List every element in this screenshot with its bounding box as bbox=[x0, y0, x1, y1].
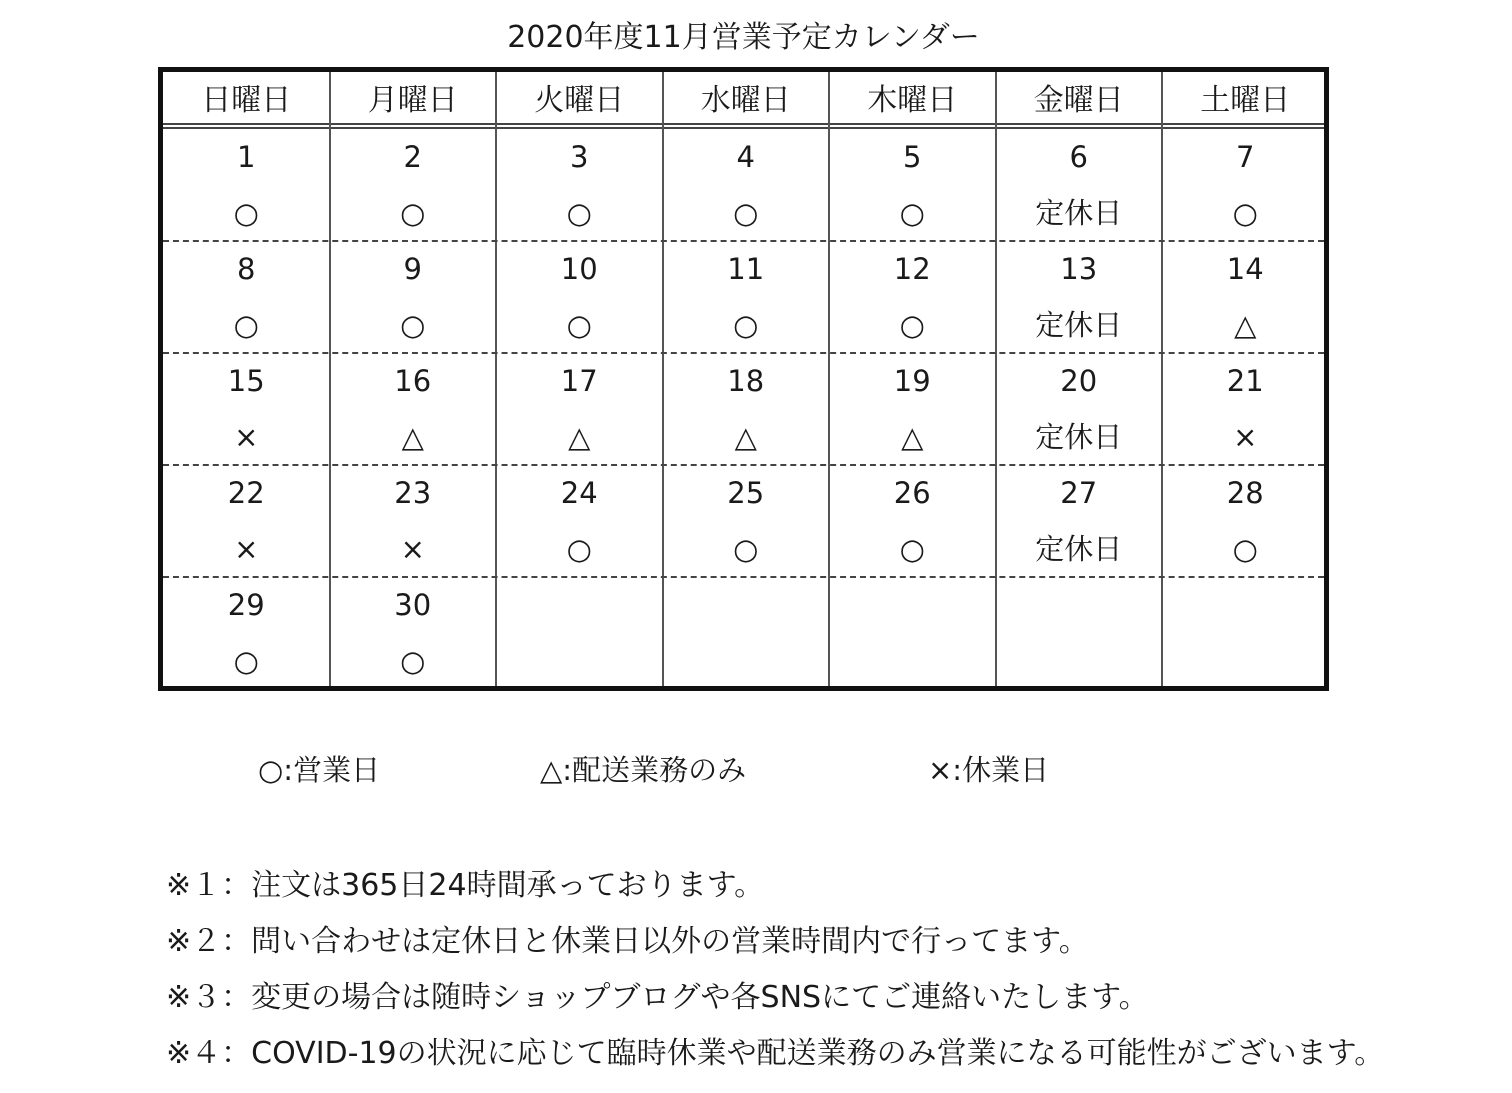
day-status: × bbox=[400, 532, 425, 566]
day-number: 4 bbox=[736, 140, 755, 174]
day-number: 6 bbox=[1069, 140, 1088, 174]
day-status: 定休日 bbox=[1035, 532, 1123, 566]
legend-delivery-only: △:配送業務のみ bbox=[540, 753, 747, 787]
day-status: △ bbox=[734, 420, 757, 454]
day-status: ○ bbox=[899, 532, 925, 566]
calendar-day-cell bbox=[496, 353, 663, 465]
weekday-saturday: 土曜日 bbox=[1200, 83, 1291, 118]
day-number: 22 bbox=[227, 476, 265, 510]
day-status: ○ bbox=[733, 308, 759, 342]
calendar-day-cell bbox=[330, 241, 497, 353]
legend-open: ○:営業日 bbox=[258, 753, 381, 787]
weekday-header-row bbox=[163, 72, 1324, 129]
day-number bbox=[996, 577, 1163, 633]
day-number: 28 bbox=[1226, 476, 1264, 510]
calendar-day-cell bbox=[1162, 241, 1329, 353]
notes-list bbox=[166, 858, 1384, 1082]
calendar-day-cell bbox=[996, 129, 1163, 241]
day-status: ○ bbox=[400, 308, 426, 342]
calendar-table bbox=[158, 67, 1329, 691]
calendar-day-cell bbox=[496, 465, 663, 577]
day-status: 定休日 bbox=[1035, 308, 1123, 342]
day-number bbox=[663, 577, 830, 633]
day-number: 8 bbox=[237, 252, 256, 286]
day-number bbox=[1162, 577, 1329, 633]
day-status: × bbox=[1233, 420, 1258, 454]
day-number: 15 bbox=[227, 364, 265, 398]
day-status: 定休日 bbox=[1035, 420, 1123, 454]
day-number: 26 bbox=[893, 476, 931, 510]
day-status: ○ bbox=[400, 644, 426, 678]
note-1: ※１：注文は365日24時間承っております。 bbox=[166, 868, 765, 903]
day-number: 17 bbox=[560, 364, 598, 398]
day-number bbox=[496, 577, 663, 633]
calendar-title: 2020年度11月営業予定カレンダー bbox=[507, 20, 980, 55]
calendar-day-cell bbox=[163, 577, 330, 689]
calendar-day-cell bbox=[1162, 465, 1329, 577]
calendar-day-cell bbox=[829, 129, 996, 241]
day-status: ○ bbox=[400, 196, 426, 230]
day-number: 20 bbox=[1060, 364, 1098, 398]
calendar-day-cell bbox=[163, 129, 330, 241]
day-number: 21 bbox=[1226, 364, 1264, 398]
day-status: ○ bbox=[233, 308, 259, 342]
weekday-sunday: 日曜日 bbox=[201, 83, 292, 118]
calendar-day-cell bbox=[1162, 129, 1329, 241]
calendar-day-cell bbox=[496, 129, 663, 241]
calendar-day-cell bbox=[996, 353, 1163, 465]
day-status: × bbox=[234, 532, 259, 566]
day-status: ○ bbox=[566, 196, 592, 230]
calendar-day-cell bbox=[330, 465, 497, 577]
weekday-friday: 金曜日 bbox=[1033, 83, 1124, 118]
calendar-day-cell bbox=[496, 241, 663, 353]
day-number: 11 bbox=[727, 252, 765, 286]
day-status: ○ bbox=[1232, 196, 1258, 230]
day-number: 29 bbox=[227, 588, 265, 622]
calendar-day-cell bbox=[996, 577, 1163, 689]
calendar-day-cell bbox=[663, 577, 830, 689]
calendar-day-cell bbox=[330, 129, 497, 241]
day-number: 16 bbox=[394, 364, 432, 398]
day-status: ○ bbox=[566, 308, 592, 342]
day-number: 27 bbox=[1060, 476, 1098, 510]
calendar-day-cell bbox=[996, 465, 1163, 577]
calendar-day-cell bbox=[163, 353, 330, 465]
calendar-day-cell bbox=[996, 241, 1163, 353]
day-status: △ bbox=[568, 420, 591, 454]
day-status: △ bbox=[1234, 308, 1257, 342]
calendar-day-cell bbox=[663, 465, 830, 577]
day-number: 10 bbox=[560, 252, 598, 286]
day-status: ○ bbox=[566, 532, 592, 566]
calendar-day-cell bbox=[829, 465, 996, 577]
day-number: 25 bbox=[727, 476, 765, 510]
calendar-day-cell bbox=[330, 577, 497, 689]
calendar-day-cell bbox=[330, 353, 497, 465]
day-status bbox=[1162, 633, 1329, 689]
day-number: 2 bbox=[403, 140, 422, 174]
calendar-day-cell bbox=[163, 241, 330, 353]
note-2: ※２：問い合わせは定休日と休業日以外の営業時間内で行ってます。 bbox=[166, 924, 1089, 959]
calendar-day-cell bbox=[829, 241, 996, 353]
day-number: 13 bbox=[1060, 252, 1098, 286]
calendar-day-cell bbox=[1162, 577, 1329, 689]
calendar-day-cell bbox=[1162, 353, 1329, 465]
weekday-monday: 月曜日 bbox=[367, 83, 458, 118]
weekday-thursday: 木曜日 bbox=[867, 83, 958, 118]
note-4: ※４：COVID-19の状況に応じて臨時休業や配送業務のみ営業になる可能性がございます。 bbox=[166, 1036, 1385, 1071]
calendar-day-cell bbox=[663, 129, 830, 241]
day-status: 定休日 bbox=[1035, 196, 1123, 230]
day-status: ○ bbox=[233, 644, 259, 678]
calendar-day-cell bbox=[829, 577, 996, 689]
day-number: 30 bbox=[394, 588, 432, 622]
day-number: 23 bbox=[394, 476, 432, 510]
day-status: ○ bbox=[899, 308, 925, 342]
day-status: ○ bbox=[899, 196, 925, 230]
day-status: ○ bbox=[1232, 532, 1258, 566]
note-3: ※３：変更の場合は随時ショップブログや各SNSにてご連絡いたします。 bbox=[166, 980, 1149, 1015]
calendar-day-cell bbox=[163, 465, 330, 577]
day-number: 18 bbox=[727, 364, 765, 398]
day-status: △ bbox=[401, 420, 424, 454]
day-number: 5 bbox=[903, 140, 922, 174]
weekday-wednesday: 水曜日 bbox=[700, 83, 791, 118]
day-status bbox=[496, 633, 663, 689]
calendar-day-cell bbox=[829, 353, 996, 465]
day-status: ○ bbox=[233, 196, 259, 230]
day-number: 24 bbox=[560, 476, 598, 510]
day-status bbox=[996, 633, 1163, 689]
calendar-day-cell bbox=[663, 241, 830, 353]
weekday-tuesday: 火曜日 bbox=[534, 83, 625, 118]
day-status: ○ bbox=[733, 196, 759, 230]
day-status: ○ bbox=[733, 532, 759, 566]
calendar-day-cell bbox=[663, 353, 830, 465]
day-status: △ bbox=[901, 420, 924, 454]
day-number bbox=[829, 577, 996, 633]
day-status: × bbox=[234, 420, 259, 454]
day-number: 3 bbox=[570, 140, 589, 174]
calendar-day-cell bbox=[496, 577, 663, 689]
day-number: 7 bbox=[1236, 140, 1255, 174]
day-status bbox=[663, 633, 830, 689]
day-status bbox=[829, 633, 996, 689]
day-number: 12 bbox=[893, 252, 931, 286]
day-number: 9 bbox=[403, 252, 422, 286]
day-number: 19 bbox=[893, 364, 931, 398]
legend-closed: ×:休業日 bbox=[928, 753, 1050, 787]
day-number: 1 bbox=[237, 140, 256, 174]
day-number: 14 bbox=[1226, 252, 1264, 286]
